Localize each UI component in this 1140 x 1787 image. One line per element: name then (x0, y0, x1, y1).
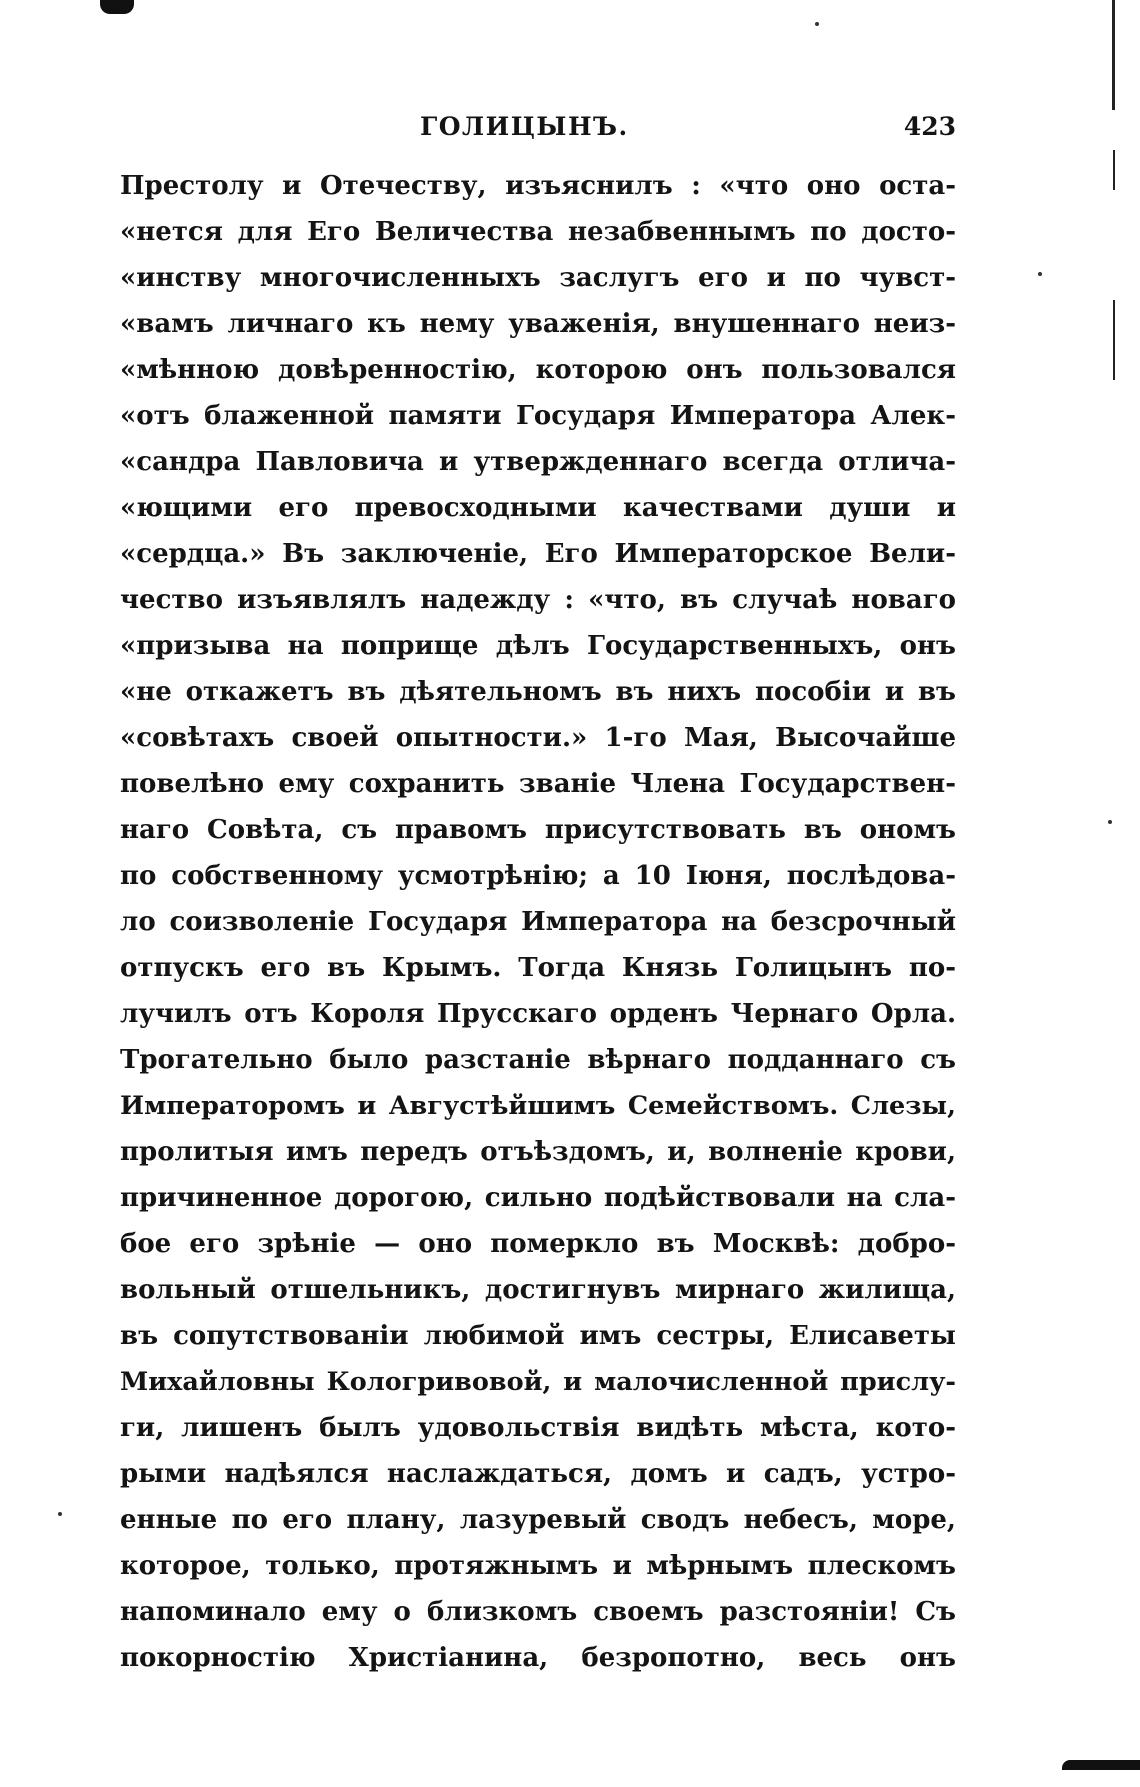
text-line: «не откажетъ въ дѣятельномъ въ нихъ пособіи и въ (120, 677, 956, 707)
text-line: наго Совѣта, съ правомъ присутствовать въ ономъ (120, 815, 956, 845)
text-line: «инству многочисленныхъ заслугъ его и по чувст- (120, 263, 956, 293)
scan-speck (815, 22, 819, 26)
text-line: повелѣно ему сохранить званіе Члена Государствен- (120, 769, 956, 799)
text-line: по собственному усмотрѣнію; а 10 Іюня, послѣдова- (120, 861, 956, 891)
text-line: «вамъ личнаго къ нему уваженія, внушеннаго неиз- (120, 309, 956, 339)
text-line: «призыва на поприще дѣлъ Государственныхъ, онъ (120, 631, 956, 661)
scan-speck (1038, 272, 1042, 276)
scan-artifact-top (100, 0, 134, 14)
page-number: 423 (903, 112, 956, 141)
text-line: «сердца.» Въ заключеніе, Его Императорское Вели- (120, 539, 956, 569)
text-line: рыми надѣялся наслаждаться, домъ и садъ, устро- (120, 1459, 956, 1489)
text-line: въ сопутствованіи любимой имъ сестры, Елисаветы (120, 1321, 956, 1351)
text-line: которое, только, протяжнымъ и мѣрнымъ плескомъ (120, 1551, 956, 1581)
scan-edge-line (1113, 300, 1115, 380)
running-head-title: ГОЛИЦЫНЪ. (420, 112, 629, 141)
text-line: чество изъявлялъ надежду : «что, въ случаѣ новаго (120, 585, 956, 615)
text-line: «отъ блаженной памяти Государя Императора Алек- (120, 401, 956, 431)
text-line: лучилъ отъ Короля Прусскаго орденъ Чернаго Орла. (120, 999, 956, 1029)
text-line: Михайловны Кологривовой, и малочисленной прислу- (120, 1367, 956, 1397)
text-line: пролитыя имъ передъ отъѣздомъ, и, волненіе крови, (120, 1137, 956, 1167)
text-line: ги, лишенъ былъ удовольствія видѣть мѣста, кото- (120, 1413, 956, 1443)
text-line: покорностію Христіанина, безропотно, весь онъ (120, 1643, 956, 1673)
scan-artifact-bottom (1062, 1760, 1140, 1770)
text-line: ло соизволеніе Государя Императора на безсрочный (120, 907, 956, 937)
text-line: «сандра Павловича и утвержденнаго всегда отлича- (120, 447, 956, 477)
text-line: «ющими его превосходными качествами души и (120, 493, 956, 523)
text-line: отпускъ его въ Крымъ. Тогда Князь Голицынъ по- (120, 953, 956, 983)
text-line: енные по его плану, лазуревый сводъ небесъ, море, (120, 1505, 956, 1535)
scan-edge-line (1113, 150, 1115, 190)
scan-edge-line (1112, 0, 1115, 110)
scan-speck (1108, 820, 1112, 824)
scan-speck (58, 1512, 62, 1516)
text-line: причиненное дорогою, сильно подѣйствовали на сла- (120, 1183, 956, 1213)
text-line: бое его зрѣніе — оно померкло въ Москвѣ: добро- (120, 1229, 956, 1259)
running-head (120, 112, 956, 152)
text-line: Императоромъ и Августѣйшимъ Семействомъ. Слезы, (120, 1091, 956, 1121)
text-line: «мѣнною довѣренностію, которою онъ пользовался (120, 355, 956, 385)
body-text (120, 163, 956, 1681)
text-line: вольный отшельникъ, достигнувъ мирнаго жилища, (120, 1275, 956, 1305)
text-line: Трогательно было разстаніе вѣрнаго подданнаго съ (120, 1045, 956, 1075)
text-line: напоминало ему о близкомъ своемъ разстояніи! Съ (120, 1597, 956, 1627)
text-line: «совѣтахъ своей опытности.» 1-го Мая, Высочайше (120, 723, 956, 753)
text-line: «нется для Его Величества незабвеннымъ по досто- (120, 217, 956, 247)
text-line: Престолу и Отечеству, изъяснилъ : «что оно оста- (120, 171, 956, 201)
